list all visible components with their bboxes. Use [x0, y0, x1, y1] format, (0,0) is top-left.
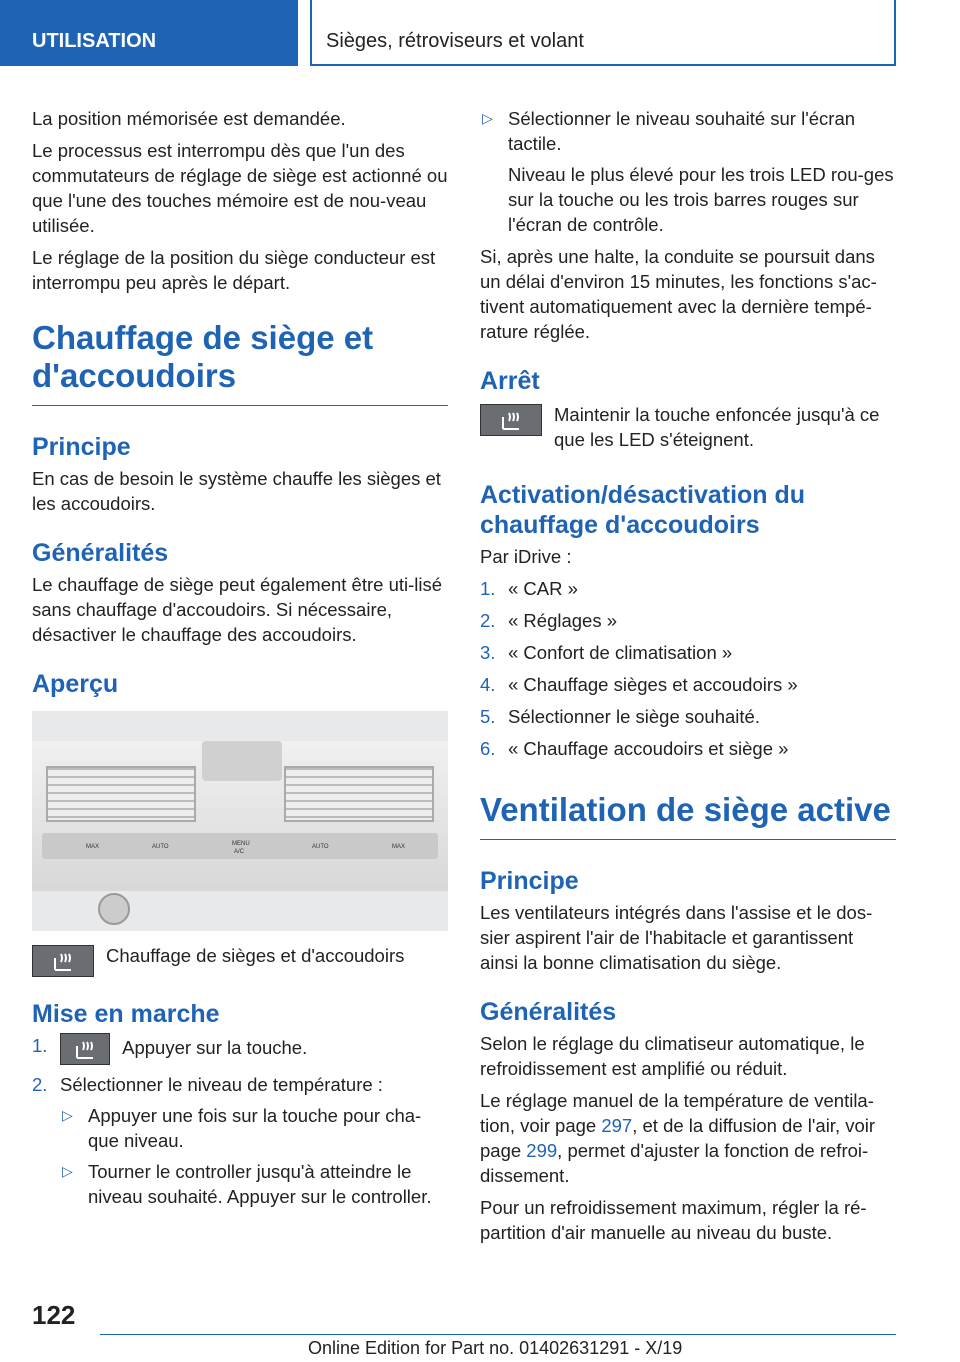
text-segment: , et de la diffusion de l'air, voir page [480, 1115, 876, 1161]
page-link-299[interactable]: 299 [526, 1140, 558, 1161]
list-item [60, 1103, 448, 1153]
label-max-left: MAX [86, 844, 100, 850]
rotary-knob [98, 893, 130, 925]
substeps-continued [480, 106, 896, 156]
air-vent-right [284, 766, 434, 822]
paragraph: Le réglage de la position du siège conducteur est interrompu peu après le départ. [32, 247, 436, 293]
right-column [480, 106, 896, 1252]
section-heading-ventilation: Ventilation de siège active [480, 791, 896, 840]
page-header [0, 0, 960, 66]
climate-control-bar [42, 833, 438, 859]
label-menu: MENU [232, 841, 250, 847]
substeps [60, 1103, 448, 1209]
startup-steps [32, 1033, 448, 1209]
label-auto-right: AUTO [312, 844, 329, 850]
page-link-297[interactable]: 297 [601, 1115, 633, 1136]
list-item [480, 608, 896, 633]
seat-heating-button-icon [480, 404, 542, 436]
dashboard-panel [32, 741, 448, 891]
paragraph: Le chauffage de siège peut également être uti-lisé sans chauffage d'accoudoirs. Si nécessaire, désactiver le chauffage des accoudoirs. [32, 574, 443, 645]
list-item [480, 640, 896, 665]
list-item [480, 704, 896, 729]
seat-heating-button-icon [60, 1033, 110, 1065]
paragraph: Pour un refroidissement maximum, régler la ré-partition d'air manuelle au niveau du buste. [480, 1197, 867, 1243]
control-buttons-graphic [42, 833, 438, 859]
step-number: 1. [480, 578, 496, 599]
chapter-title: Sièges, rétroviseurs et volant [310, 0, 896, 66]
step-text: Sélectionner le niveau de température : [60, 1074, 383, 1095]
paragraph-note: Niveau le plus élevé pour les trois LED rou-ges sur la touche ou les trois barres rouges sur l'écran de contrôle. [508, 164, 894, 235]
triangle-bullet-icon: ▷ [62, 1107, 73, 1123]
list-item [480, 106, 896, 156]
list-item [60, 1159, 448, 1209]
subheading-generalites: Généralités [480, 998, 617, 1026]
paragraph: Si, après une halte, la conduite se poursuit dans un délai d'environ 15 minutes, les fonctions s'ac-tivent automatiquement avec la dernière tempé-rature réglée. [480, 246, 877, 342]
seat-heating-button-icon [32, 945, 94, 977]
list-item [32, 1033, 448, 1065]
text-segment: , permet d'ajuster la fonction de refroi-dissement. [480, 1140, 869, 1186]
step-number: 1. [32, 1035, 48, 1056]
footer-edition: Online Edition for Part no. 01402631291 - X/19 [308, 1338, 683, 1358]
subheading-principe: Principe [32, 433, 131, 461]
step-text: « Réglages » [508, 610, 618, 631]
list-item [480, 672, 896, 697]
icon-caption-row [32, 943, 448, 977]
step-text: Appuyer sur la touche. [122, 1036, 308, 1058]
step-number: 4. [480, 674, 496, 695]
step-text: « Chauffage accoudoirs et siège » [508, 738, 789, 759]
idrive-menu-steps [480, 576, 896, 761]
list-item [480, 736, 896, 761]
paragraph-manual-setting [480, 1088, 896, 1188]
step-text: « Chauffage sièges et accoudoirs » [508, 674, 798, 695]
paragraph: Selon le réglage du climatiseur automatique, le refroidissement est amplifié ou réduit. [480, 1033, 865, 1079]
section-tab[interactable]: UTILISATION [0, 0, 298, 66]
substep-text: Tourner le controller jusqu'à atteindre le niveau souhaité. Appuyer sur le controller. [88, 1161, 432, 1207]
step-text: Sélectionner le siège souhaité. [508, 706, 760, 727]
paragraph: Le processus est interrompu dès que l'un des commutateurs de réglage de siège est actionné ou que l'une des touches mémoire est de nou-veau utilisée. [32, 140, 448, 236]
climate-panel-photo [32, 711, 448, 931]
arret-text: Maintenir la touche enfoncée jusqu'à ce que les LED s'éteignent. [554, 404, 880, 450]
triangle-bullet-icon: ▷ [62, 1163, 73, 1179]
section-heading-seat-heating: Chauffage de siège et d'accoudoirs [32, 319, 448, 406]
left-column [32, 106, 448, 1216]
subheading-principe: Principe [480, 867, 579, 895]
air-vent-left [46, 766, 196, 822]
paragraph: En cas de besoin le système chauffe les sièges et les accoudoirs. [32, 468, 441, 514]
subheading-generalites: Généralités [32, 539, 169, 567]
step-number: 2. [480, 610, 496, 631]
step-text: « Confort de climatisation » [508, 642, 733, 663]
label-ac: A/C [234, 849, 245, 855]
footer-divider [100, 1334, 896, 1335]
paragraph: Les ventilateurs intégrés dans l'assise et le dos-sier aspirent l'air de l'habitacle et garantissent ainsi la bonne climatisation du siège. [480, 902, 873, 973]
substep-text: Appuyer une fois sur la touche pour cha-que niveau. [88, 1105, 422, 1151]
list-item [32, 1072, 448, 1209]
paragraph: Par iDrive : [480, 546, 572, 567]
step-number: 2. [32, 1074, 48, 1095]
subheading-mise-en-marche: Mise en marche [32, 1000, 220, 1028]
page-number: 122 [32, 1300, 76, 1330]
icon-caption-row [480, 402, 896, 452]
label-max-right: MAX [392, 844, 406, 850]
subheading-arret: Arrêt [480, 367, 540, 395]
label-auto-left: AUTO [152, 844, 169, 850]
seat-heating-caption: Chauffage de sièges et d'accoudoirs [106, 945, 405, 966]
list-item [480, 576, 896, 601]
substep-text: Sélectionner le niveau souhaité sur l'écran tactile. [508, 108, 856, 154]
step-text: « CAR » [508, 578, 578, 599]
step-number: 3. [480, 642, 496, 663]
center-display [202, 741, 282, 781]
step-number: 6. [480, 738, 496, 759]
step-number: 5. [480, 706, 496, 727]
subheading-activation: Activation/désactivation du chauffage d'accoudoirs [480, 481, 806, 539]
subheading-apercu: Aperçu [32, 670, 119, 698]
triangle-bullet-icon: ▷ [482, 110, 493, 126]
text-segment: Le réglage manuel de la température de ventila-tion, voir page [480, 1090, 874, 1136]
paragraph: La position mémorisée est demandée. [32, 108, 346, 129]
